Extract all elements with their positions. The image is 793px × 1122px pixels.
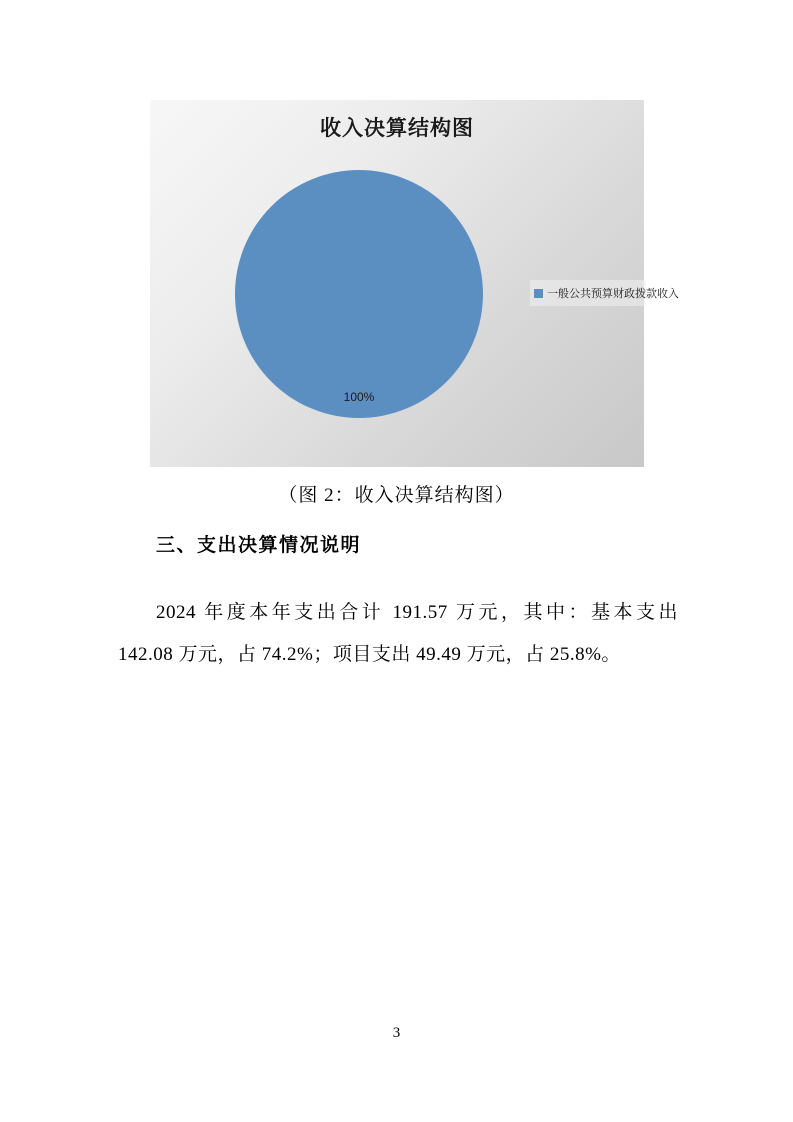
pie-slice-general-public-budget xyxy=(235,170,483,418)
chart-title: 收入决算结构图 xyxy=(320,117,474,140)
body-paragraph: 2024 年度本年支出合计 191.57 万元，其中：基本支出 142.08 万元，占 74.2%；项目支出 49.49 万元，占 25.8%。 xyxy=(118,602,678,665)
section-heading: 三、支出决算情况说明 xyxy=(156,535,362,556)
page-number: 3 xyxy=(392,1025,401,1041)
pie-data-label: 100% xyxy=(343,390,375,404)
chart-legend xyxy=(530,280,679,306)
pie-area xyxy=(235,170,483,418)
legend-item-label: 一般公共预算财政拨款收入 xyxy=(547,288,679,300)
income-structure-pie-chart xyxy=(150,100,679,467)
legend-swatch-icon xyxy=(534,289,543,298)
figure-caption: （图 2：收入决算结构图） xyxy=(278,485,515,506)
